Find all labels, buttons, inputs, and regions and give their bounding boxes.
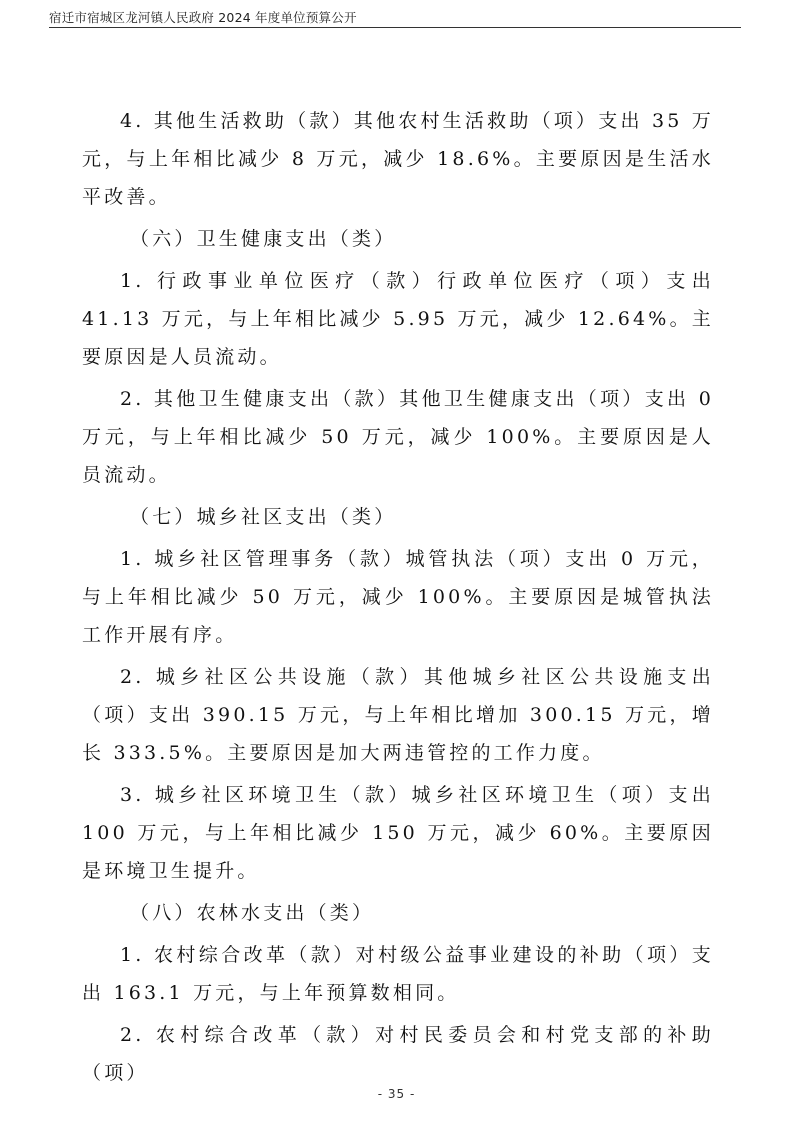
paragraph-other-living-assistance: 4. 其他生活救助（款）其他农村生活救助（项）支出 35 万元，与上年相比减少 8 万元，减少 18.6%。主要原因是生活水平改善。 bbox=[82, 110, 714, 208]
document-header: 宿迁市宿城区龙河镇人民政府 2024 年度单位预算公开 bbox=[49, 10, 357, 25]
paragraph-admin-medical: 1. 行政事业单位医疗（款）行政单位医疗（项）支出 41.13 万元，与上年相比减少 5.95 万元，减少 12.64%。主要原因是人员流动。 bbox=[82, 270, 714, 368]
section-heading-urban-rural: （七）城乡社区支出（类） bbox=[130, 506, 397, 528]
section-heading-health: （六）卫生健康支出（类） bbox=[130, 228, 397, 250]
paragraph-public-facilities: 2. 城乡社区公共设施（款）其他城乡社区公共设施支出（项）支出 390.15 万元，与上年相比增加 300.15 万元，增长 333.5%。主要原因是加大两违管控的工作力度。 bbox=[82, 666, 714, 764]
paragraph-city-management: 1. 城乡社区管理事务（款）城管执法（项）支出 0 万元，与上年相比减少 50 万元，减少 100%。主要原因是城管执法工作开展有序。 bbox=[82, 548, 714, 646]
document-body bbox=[82, 102, 714, 1092]
paragraph-environmental-sanitation: 3. 城乡社区环境卫生（款）城乡社区环境卫生（项）支出 100 万元，与上年相比减少 150 万元，减少 60%。主要原因是环境卫生提升。 bbox=[82, 784, 714, 882]
section-heading-agriculture: （八）农林水支出（类） bbox=[130, 902, 375, 924]
paragraph-other-health: 2. 其他卫生健康支出（款）其他卫生健康支出（项）支出 0 万元，与上年相比减少 50 万元，减少 100%。主要原因是人员流动。 bbox=[82, 388, 714, 486]
paragraph-village-public-welfare: 1. 农村综合改革（款）对村级公益事业建设的补助（项）支出 163.1 万元，与上年预算数相同。 bbox=[82, 944, 714, 1004]
header-divider bbox=[49, 27, 741, 28]
paragraph-village-committee: 2. 农村综合改革（款）对村民委员会和村党支部的补助（项） bbox=[82, 1024, 714, 1084]
page-number: - 35 - bbox=[377, 1087, 416, 1101]
